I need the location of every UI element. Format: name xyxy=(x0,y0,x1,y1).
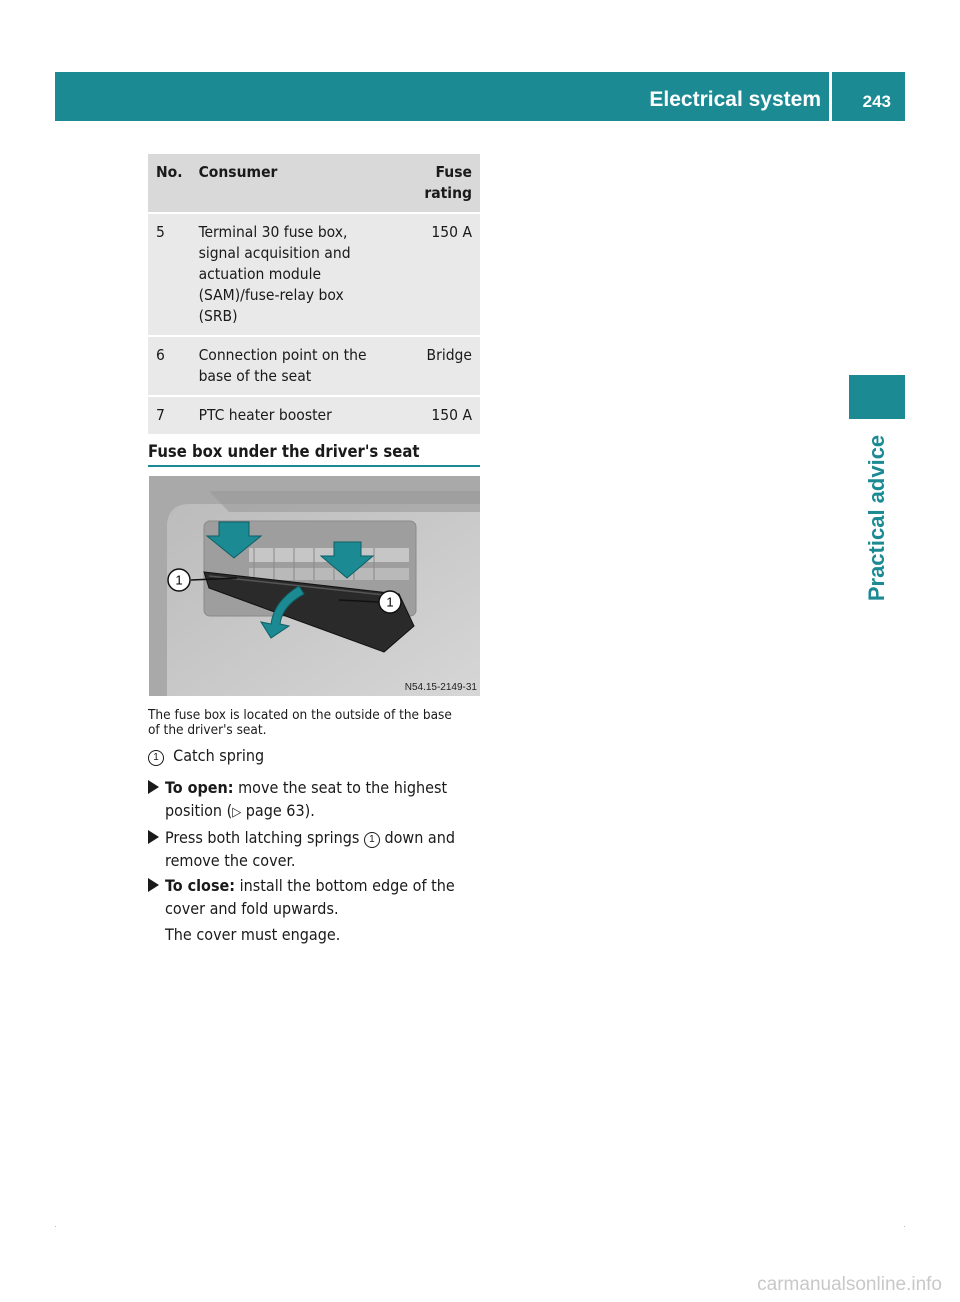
fuse-box-figure xyxy=(149,476,480,696)
header-consumer: Consumer xyxy=(191,154,394,213)
step-note: The cover must engage. xyxy=(165,925,341,944)
step-arrow-icon xyxy=(148,878,159,892)
step-text: install the bottom edge of the xyxy=(235,876,455,895)
cell-consumer xyxy=(191,336,394,396)
callout-1-left: 1 xyxy=(175,572,183,588)
consumer-line: actuation module xyxy=(198,265,322,283)
step-text: cover and fold upwards. xyxy=(165,899,339,918)
cell-no: 6 xyxy=(148,336,191,396)
watermark: carmanualsonline.info xyxy=(757,1274,942,1295)
cell-rating: Bridge xyxy=(394,336,480,396)
step-close-bold: To close: xyxy=(165,876,236,895)
figure-code: N54.15-2149-31 xyxy=(404,682,477,693)
caption-line: of the driver's seat. xyxy=(148,722,267,738)
consumer-line: base of the seat xyxy=(198,367,312,385)
consumer-line: Terminal 30 fuse box, xyxy=(198,223,348,241)
cell-no: 5 xyxy=(148,213,191,336)
cell-rating: 150 A xyxy=(394,213,480,336)
header-rating-line1: Fuse xyxy=(435,163,472,181)
consumer-line: signal acquisition and xyxy=(198,244,351,262)
legend-item xyxy=(148,745,264,767)
step-text: down and xyxy=(379,828,455,847)
step-press xyxy=(148,826,488,872)
section-header-title: Electrical system xyxy=(649,88,821,111)
corner-dot xyxy=(904,1226,905,1227)
table-header-row xyxy=(148,154,480,213)
header-fuse-rating xyxy=(394,154,480,213)
inline-number: 1 xyxy=(364,832,380,848)
page-ref-arrow-icon: ▷ xyxy=(232,805,242,820)
fuse-table xyxy=(148,154,480,436)
corner-dot xyxy=(55,1226,56,1227)
step-open-bold: To open: xyxy=(165,778,234,797)
step-arrow-icon xyxy=(148,780,159,794)
cell-consumer xyxy=(191,396,394,435)
step-text: position ( xyxy=(165,801,233,820)
header-no: No. xyxy=(148,154,191,213)
figure-caption xyxy=(148,708,482,738)
consumer-line: PTC heater booster xyxy=(198,406,332,424)
legend-number: 1 xyxy=(148,750,164,766)
header-rating-line2: rating xyxy=(424,184,472,202)
table-row xyxy=(148,213,480,336)
instruction-steps xyxy=(148,776,488,946)
step-close xyxy=(148,874,488,920)
consumer-line: Connection point on the xyxy=(198,346,367,364)
consumer-line: (SRB) xyxy=(198,307,238,325)
legend-label: Catch spring xyxy=(173,746,265,765)
section-title: Fuse box under the driver's seat xyxy=(148,442,480,467)
callout-1-right: 1 xyxy=(386,594,394,610)
table-row xyxy=(148,396,480,435)
step-text: page 63). xyxy=(241,801,315,820)
step-text: remove the cover. xyxy=(165,851,296,870)
side-tab-marker xyxy=(849,375,905,419)
table-row xyxy=(148,336,480,396)
caption-line: The fuse box is located on the outside of the base xyxy=(148,707,452,723)
header-bar xyxy=(55,72,905,121)
fuse-box-illustration xyxy=(149,476,480,696)
side-tab-label: Practical advice xyxy=(864,434,889,602)
step-text: Press both latching springs xyxy=(165,828,364,847)
consumer-line: (SAM)/fuse-relay box xyxy=(198,286,344,304)
cell-rating: 150 A xyxy=(394,396,480,435)
cell-no: 7 xyxy=(148,396,191,435)
step-arrow-icon xyxy=(148,830,159,844)
step-open xyxy=(148,776,488,824)
step-text: move the seat to the highest xyxy=(233,778,448,797)
cell-consumer xyxy=(191,213,394,336)
header-divider xyxy=(829,72,832,121)
page-number: 243 xyxy=(862,92,891,111)
